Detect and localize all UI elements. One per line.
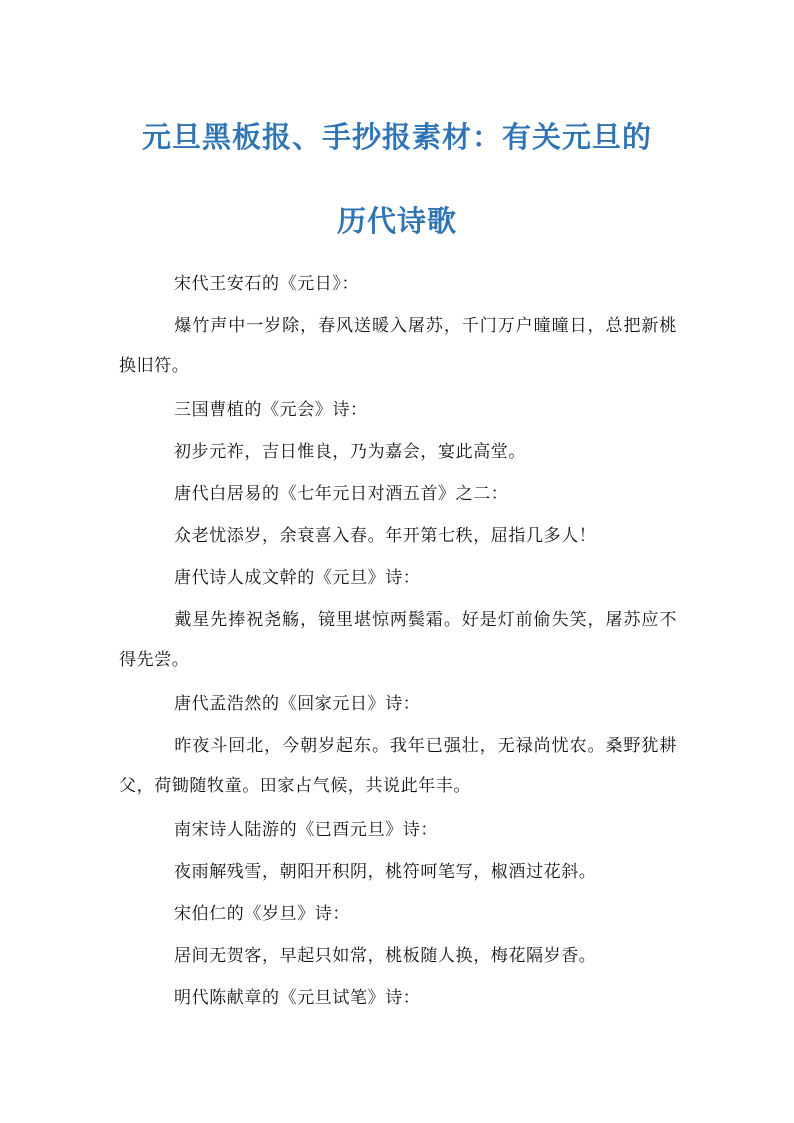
paragraph: 戴星先捧祝尧觞，镜里堪惊两鬓霜。好是灯前偷失笑，屠苏应不得先尝。: [119, 610, 677, 670]
paragraph: 三国曹植的《元会》诗：: [174, 400, 368, 420]
paragraph: 宋代王安石的《元日》：: [174, 274, 360, 294]
paragraph: 夜雨解残雪，朝阳开积阴，桃符呵笔写，椒酒过花斜。: [174, 862, 597, 882]
paragraph: 昨夜斗回北，今朝岁起东。我年已强壮，无禄尚忧农。桑野犹耕父，荷锄随牧童。田家占气候，共说此年丰。: [119, 736, 677, 796]
paragraph: 明代陈献章的《元旦试笔》诗：: [174, 988, 421, 1008]
paragraph: 宋伯仁的《岁旦》诗：: [174, 904, 350, 924]
paragraph: 爆竹声中一岁除，春风送暖入屠苏，千门万户曈曈日，总把新桃换旧符。: [119, 316, 677, 376]
paragraph: 唐代白居易的《七年元日对酒五首》之二：: [174, 484, 509, 504]
paragraph: 南宋诗人陆游的《已酉元旦》诗：: [174, 820, 438, 840]
paragraph: 居间无贺客，早起只如常，桃板随人换，梅花隔岁香。: [174, 946, 597, 966]
paragraph: 唐代孟浩然的《回家元日》诗：: [174, 694, 421, 714]
document-title-line-2: 历代诗歌: [336, 204, 457, 238]
paragraph: 唐代诗人成文幹的《元旦》诗：: [174, 568, 421, 588]
document-title-line-1: 元旦黑板报、手抄报素材：有关元旦的: [141, 120, 652, 154]
paragraph: 众老忧添岁，余衰喜入春。年开第七秩，屈指几多人！: [174, 526, 597, 546]
paragraph: 初步元祚，吉日惟良，乃为嘉会，宴此高堂。: [174, 442, 526, 462]
